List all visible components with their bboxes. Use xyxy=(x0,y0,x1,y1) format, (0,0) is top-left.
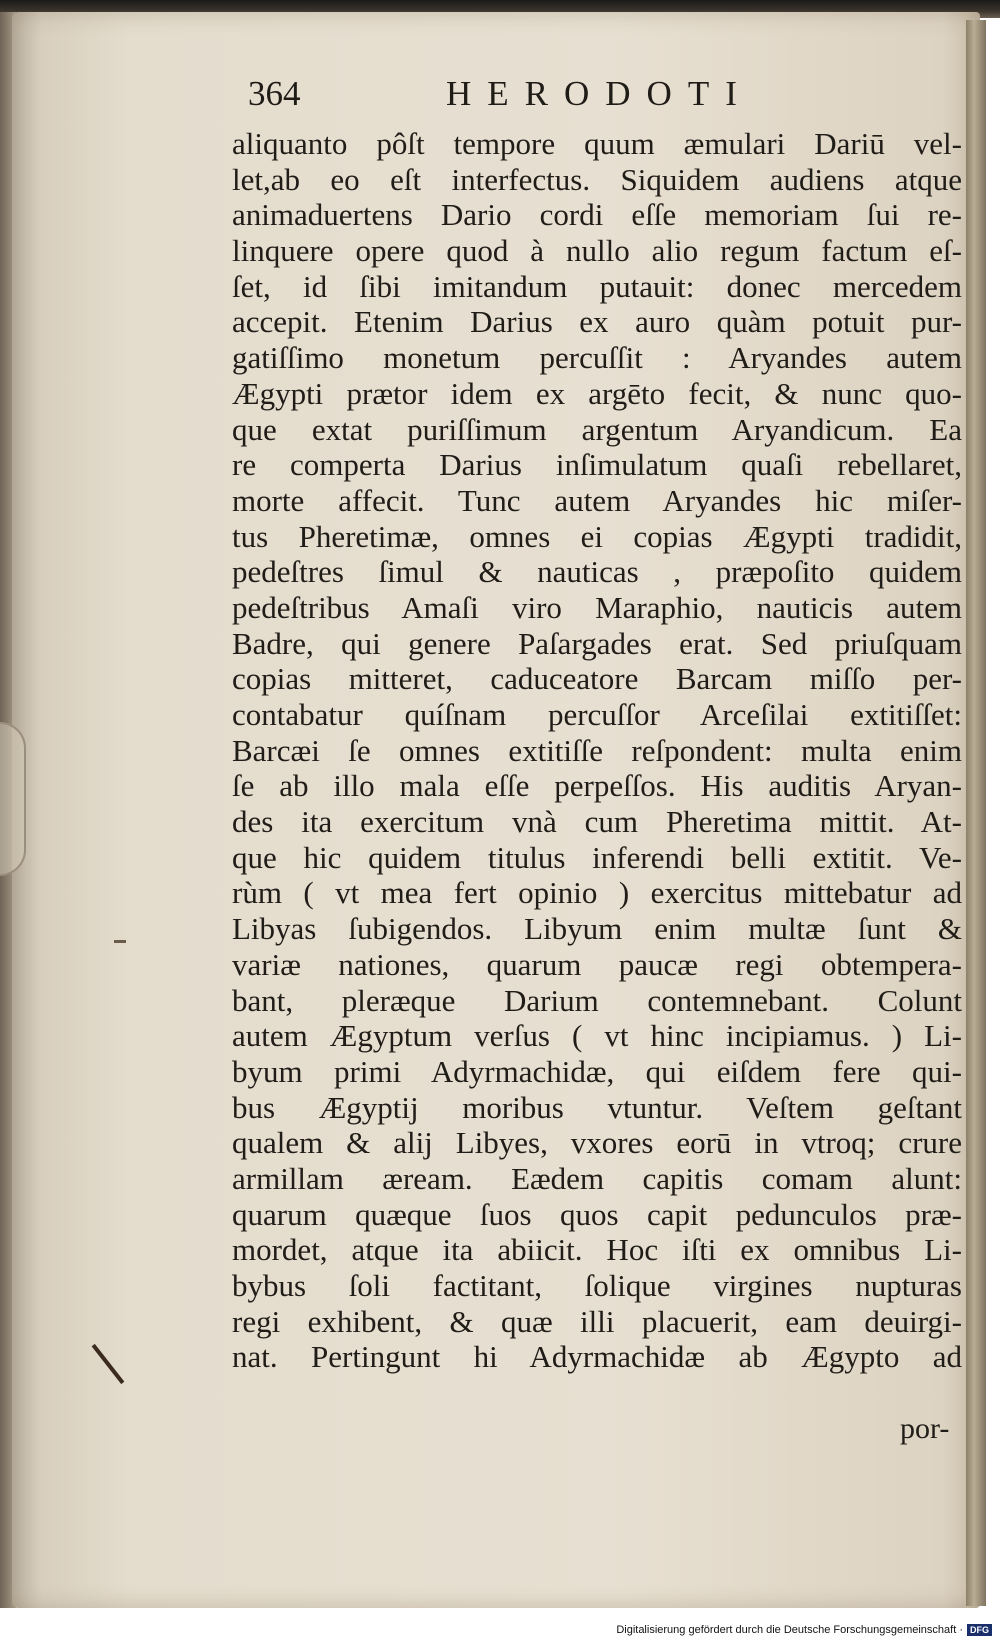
text-line: Ægypti prætor idem ex argēto fecit, & nunc quo- xyxy=(232,375,962,411)
text-line: rùm ( vt mea fert opinio ) exercitus mittebatur ad xyxy=(232,875,962,911)
text-line: des ita exercitum vnà cum Pheretima mittit. At- xyxy=(232,804,962,840)
text-line: Libyas ſubigendos. Libyum enim multæ ſunt & xyxy=(232,911,962,947)
text-line: tus Pheretimæ, omnes ei copias Ægypti tradidit, xyxy=(232,518,962,554)
text-line: bant, pleræque Darium contemnebant. Colunt xyxy=(232,982,962,1018)
text-line: mordet, atque ita abiicit. Hoc iſti ex omnibus Li- xyxy=(232,1232,962,1268)
book-gutter xyxy=(966,20,986,1606)
text-line: que hic quidem titulus inferendi belli extitit. Ve- xyxy=(232,839,962,875)
text-line: copias mitteret, caduceatore Barcam miſſo per- xyxy=(232,661,962,697)
text-line: regi exhibent, & quæ illi placuerit, eam deuirgi- xyxy=(232,1303,962,1339)
text-line: aliquanto pôſt tempore quum æmulari Dariū vel- xyxy=(232,126,962,161)
page-number: 364 xyxy=(248,74,301,113)
text-line: qualem & alij Libyes, vxores eorū in vtroq; crure xyxy=(232,1125,962,1161)
text-line: accepit. Etenim Darius ex auro quàm potuit pur- xyxy=(232,304,962,340)
text-line: ſet, id ſibi imitandum putauit: donec mercedem xyxy=(232,268,962,304)
text-line: Badre, qui genere Paſargades erat. Sed priuſquam xyxy=(232,625,962,661)
text-line: byum primi Adyrmachidæ, qui eiſdem fere qui- xyxy=(232,1053,962,1089)
text-line: let,ab eo eſt interfectus. Siquidem audiens atque xyxy=(232,161,962,197)
text-line: que extat puriſſimum argentum Aryandicum. Ea xyxy=(232,411,962,447)
text-line: morte affecit. Tunc autem Aryandes hic miſer- xyxy=(232,482,962,518)
margin-dash-mark xyxy=(114,940,126,943)
text-line: contabatur quíſnam percuſſor Arceſilai extitiſſet: xyxy=(232,697,962,732)
text-line: pedeſtribus Amaſi viro Maraphio, nauticis autem xyxy=(232,589,962,625)
dfg-logo-icon: DFG xyxy=(967,1624,992,1636)
text-line: armillam æream. Eædem capitis comam alunt: xyxy=(232,1160,962,1196)
page-header xyxy=(248,74,798,118)
text-line: linquere opere quod à nullo alio regum factum eſ- xyxy=(232,233,962,269)
text-line: gatiſſimo monetum percuſſit : Aryandes autem xyxy=(232,340,962,376)
text-line: variæ nationes, quarum paucæ regi obtempera- xyxy=(232,946,962,982)
footer-text: Digitalisierung gefördert durch die Deutsche Forschungsgemeinschaft · xyxy=(616,1624,963,1636)
digitization-footer xyxy=(616,1624,992,1636)
text-line: bybus ſoli factitant, ſolique virgines nupturas xyxy=(232,1268,962,1303)
text-line: autem Ægyptum verſus ( vt hinc incipiamus. ) Li- xyxy=(232,1018,962,1054)
text-line: ſe ab illo mala eſſe perpeſſos. His auditis Aryan- xyxy=(232,768,962,804)
running-head: HERODOTI xyxy=(446,74,753,113)
text-line: Barcæi ſe omnes extitiſſe reſpondent: multa enim xyxy=(232,732,962,768)
text-line: quarum quæque ſuos quos capit pedunculos præ- xyxy=(232,1196,962,1232)
catchword: por- xyxy=(900,1412,950,1445)
text-line: pedeſtres ſimul & nauticas , præpoſito quidem xyxy=(232,554,962,590)
text-line: animaduertens Dario cordi eſſe memoriam ſui re- xyxy=(232,197,962,233)
text-line: re comperta Darius inſimulatum quaſi rebellaret, xyxy=(232,447,962,483)
text-line: bus Ægyptij moribus vtuntur. Veſtem geſtant xyxy=(232,1089,962,1125)
text-line: nat. Pertingunt hi Adyrmachidæ ab Ægypto ad xyxy=(232,1339,962,1375)
page-tab-mark xyxy=(0,722,26,876)
body-text xyxy=(232,126,962,1375)
